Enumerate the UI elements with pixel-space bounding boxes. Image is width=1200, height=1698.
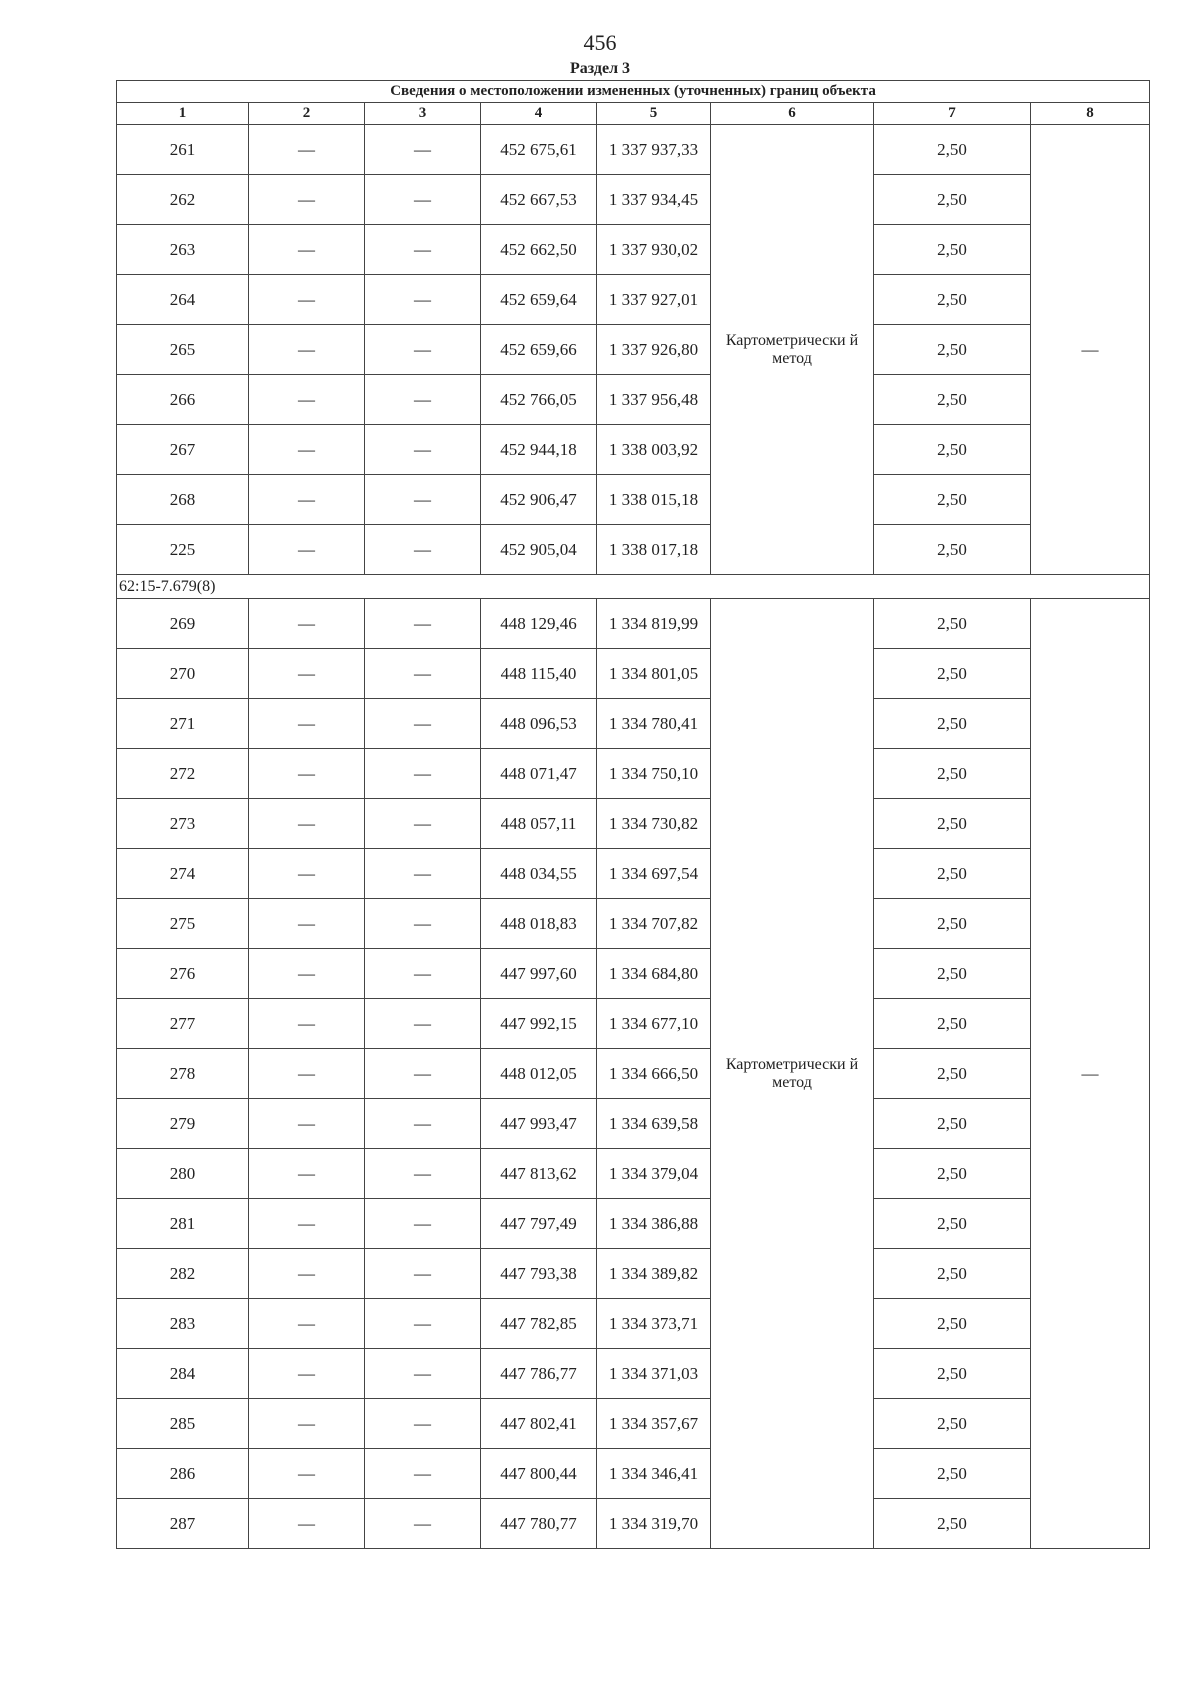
- col-3-value: —: [365, 849, 481, 899]
- point-number: 280: [117, 1149, 249, 1199]
- table-row: [117, 125, 1150, 175]
- col-2-value: —: [249, 999, 365, 1049]
- accuracy-value: 2,50: [874, 425, 1031, 475]
- col-2-value: —: [249, 425, 365, 475]
- accuracy-value: 2,50: [874, 225, 1031, 275]
- coordinate-x: 447 782,85: [481, 1299, 597, 1349]
- accuracy-value: 2,50: [874, 1099, 1031, 1149]
- coordinate-x: 447 793,38: [481, 1249, 597, 1299]
- table-row: [117, 1049, 1150, 1099]
- col-3-value: —: [365, 525, 481, 575]
- col-2-value: —: [249, 125, 365, 175]
- coordinate-y: 1 334 386,88: [597, 1199, 711, 1249]
- accuracy-value: 2,50: [874, 1499, 1031, 1549]
- col-3-value: —: [365, 1049, 481, 1099]
- accuracy-value: 2,50: [874, 125, 1031, 175]
- coordinate-x: 452 667,53: [481, 175, 597, 225]
- table-row: [117, 475, 1150, 525]
- column-number-1: 1: [117, 103, 249, 125]
- table-row: [117, 175, 1150, 225]
- coordinate-y: 1 338 017,18: [597, 525, 711, 575]
- coordinate-y: 1 334 319,70: [597, 1499, 711, 1549]
- col-3-value: —: [365, 375, 481, 425]
- coordinate-y: 1 338 003,92: [597, 425, 711, 475]
- col-3-value: —: [365, 1499, 481, 1549]
- coordinate-x: 452 675,61: [481, 125, 597, 175]
- col-2-value: —: [249, 1499, 365, 1549]
- coordinate-y: 1 334 750,10: [597, 749, 711, 799]
- table-row: [117, 325, 1150, 375]
- point-number: 273: [117, 799, 249, 849]
- col-2-value: —: [249, 749, 365, 799]
- accuracy-value: 2,50: [874, 1449, 1031, 1499]
- coordinate-y: 1 337 934,45: [597, 175, 711, 225]
- col-2-value: —: [249, 1049, 365, 1099]
- col-2-value: —: [249, 1349, 365, 1399]
- table-row: [117, 1149, 1150, 1199]
- point-number: 225: [117, 525, 249, 575]
- col-3-value: —: [365, 1249, 481, 1299]
- point-number: 286: [117, 1449, 249, 1499]
- accuracy-value: 2,50: [874, 749, 1031, 799]
- group-label-row: [117, 575, 1150, 599]
- coordinate-x: 447 992,15: [481, 999, 597, 1049]
- col-2-value: —: [249, 225, 365, 275]
- accuracy-value: 2,50: [874, 899, 1031, 949]
- coordinate-x: 452 659,66: [481, 325, 597, 375]
- col-2-value: —: [249, 1249, 365, 1299]
- coordinate-y: 1 337 926,80: [597, 325, 711, 375]
- accuracy-value: 2,50: [874, 175, 1031, 225]
- accuracy-value: 2,50: [874, 475, 1031, 525]
- coordinate-y: 1 334 379,04: [597, 1149, 711, 1199]
- point-number: 261: [117, 125, 249, 175]
- table-row: [117, 375, 1150, 425]
- accuracy-value: 2,50: [874, 325, 1031, 375]
- col-3-value: —: [365, 699, 481, 749]
- point-number: 262: [117, 175, 249, 225]
- table-row: [117, 275, 1150, 325]
- col-3-value: —: [365, 225, 481, 275]
- accuracy-value: 2,50: [874, 1199, 1031, 1249]
- coordinate-x: 452 766,05: [481, 375, 597, 425]
- accuracy-value: 2,50: [874, 799, 1031, 849]
- accuracy-value: 2,50: [874, 525, 1031, 575]
- method-cell: Картометрически й метод: [711, 599, 874, 1549]
- col-2-value: —: [249, 699, 365, 749]
- col-8-value: —: [1031, 125, 1150, 575]
- point-number: 268: [117, 475, 249, 525]
- col-3-value: —: [365, 1149, 481, 1199]
- col-3-value: —: [365, 899, 481, 949]
- coordinate-x: 447 813,62: [481, 1149, 597, 1199]
- point-number: 269: [117, 599, 249, 649]
- table-row: [117, 749, 1150, 799]
- section-title: Раздел 3: [569, 60, 631, 77]
- point-number: 278: [117, 1049, 249, 1099]
- coordinate-y: 1 334 801,05: [597, 649, 711, 699]
- table-row: [117, 699, 1150, 749]
- point-number: 287: [117, 1499, 249, 1549]
- coordinate-y: 1 334 639,58: [597, 1099, 711, 1149]
- column-number-4: 4: [481, 103, 597, 125]
- column-number-7: 7: [874, 103, 1031, 125]
- coordinate-y: 1 337 927,01: [597, 275, 711, 325]
- col-2-value: —: [249, 1399, 365, 1449]
- coordinate-x: 447 786,77: [481, 1349, 597, 1399]
- col-3-value: —: [365, 325, 481, 375]
- accuracy-value: 2,50: [874, 699, 1031, 749]
- col-3-value: —: [365, 799, 481, 849]
- coordinate-y: 1 337 930,02: [597, 225, 711, 275]
- coordinate-y: 1 334 357,67: [597, 1399, 711, 1449]
- method-cell: Картометрически й метод: [711, 125, 874, 575]
- column-number-8: 8: [1031, 103, 1150, 125]
- column-number-5: 5: [597, 103, 711, 125]
- coordinate-x: 447 797,49: [481, 1199, 597, 1249]
- point-number: 266: [117, 375, 249, 425]
- column-number-6: 6: [711, 103, 874, 125]
- accuracy-value: 2,50: [874, 275, 1031, 325]
- coordinate-y: 1 338 015,18: [597, 475, 711, 525]
- point-number: 276: [117, 949, 249, 999]
- col-2-value: —: [249, 949, 365, 999]
- col-2-value: —: [249, 1449, 365, 1499]
- point-number: 272: [117, 749, 249, 799]
- accuracy-value: 2,50: [874, 1299, 1031, 1349]
- col-2-value: —: [249, 849, 365, 899]
- point-number: 279: [117, 1099, 249, 1149]
- coordinate-x: 448 057,11: [481, 799, 597, 849]
- point-number: 267: [117, 425, 249, 475]
- col-3-value: —: [365, 1299, 481, 1349]
- page-number: 456: [583, 30, 617, 55]
- col-2-value: —: [249, 1099, 365, 1149]
- point-number: 285: [117, 1399, 249, 1449]
- col-2-value: —: [249, 525, 365, 575]
- col-2-value: —: [249, 375, 365, 425]
- table-row: [117, 649, 1150, 699]
- col-2-value: —: [249, 799, 365, 849]
- col-3-value: —: [365, 275, 481, 325]
- table-row: [117, 599, 1150, 649]
- point-number: 283: [117, 1299, 249, 1349]
- col-2-value: —: [249, 1149, 365, 1199]
- coordinate-x: 448 012,05: [481, 1049, 597, 1099]
- coordinate-x: 448 018,83: [481, 899, 597, 949]
- table-row: [117, 225, 1150, 275]
- coordinate-y: 1 334 819,99: [597, 599, 711, 649]
- coordinate-x: 452 905,04: [481, 525, 597, 575]
- coordinate-x: 452 944,18: [481, 425, 597, 475]
- accuracy-value: 2,50: [874, 999, 1031, 1049]
- col-3-value: —: [365, 475, 481, 525]
- table-row: [117, 1299, 1150, 1349]
- col-2-value: —: [249, 175, 365, 225]
- col-2-value: —: [249, 649, 365, 699]
- coordinate-x: 447 997,60: [481, 949, 597, 999]
- table-row: [117, 1349, 1150, 1399]
- table-row: [117, 1249, 1150, 1299]
- table-row: [117, 799, 1150, 849]
- coordinates-table: [116, 80, 1150, 1549]
- coordinate-y: 1 334 346,41: [597, 1449, 711, 1499]
- table-row: [117, 949, 1150, 999]
- col-2-value: —: [249, 899, 365, 949]
- coordinate-x: 452 659,64: [481, 275, 597, 325]
- col-3-value: —: [365, 1449, 481, 1499]
- column-number-2: 2: [249, 103, 365, 125]
- col-3-value: —: [365, 949, 481, 999]
- table-row: [117, 899, 1150, 949]
- coordinate-y: 1 337 937,33: [597, 125, 711, 175]
- coordinate-x: 448 096,53: [481, 699, 597, 749]
- coordinate-y: 1 334 707,82: [597, 899, 711, 949]
- table-row: [117, 1199, 1150, 1249]
- col-3-value: —: [365, 425, 481, 475]
- coordinate-x: 452 906,47: [481, 475, 597, 525]
- point-number: 275: [117, 899, 249, 949]
- col-2-value: —: [249, 275, 365, 325]
- coordinate-x: 447 993,47: [481, 1099, 597, 1149]
- accuracy-value: 2,50: [874, 1149, 1031, 1199]
- coordinate-y: 1 334 373,71: [597, 1299, 711, 1349]
- accuracy-value: 2,50: [874, 1349, 1031, 1399]
- coordinate-x: 452 662,50: [481, 225, 597, 275]
- col-3-value: —: [365, 1099, 481, 1149]
- accuracy-value: 2,50: [874, 1399, 1031, 1449]
- accuracy-value: 2,50: [874, 1249, 1031, 1299]
- point-number: 265: [117, 325, 249, 375]
- col-3-value: —: [365, 599, 481, 649]
- coordinate-y: 1 334 684,80: [597, 949, 711, 999]
- coordinate-y: 1 334 730,82: [597, 799, 711, 849]
- point-number: 281: [117, 1199, 249, 1249]
- point-number: 274: [117, 849, 249, 899]
- accuracy-value: 2,50: [874, 599, 1031, 649]
- point-number: 277: [117, 999, 249, 1049]
- accuracy-value: 2,50: [874, 649, 1031, 699]
- coordinate-y: 1 334 780,41: [597, 699, 711, 749]
- table-row: [117, 1099, 1150, 1149]
- accuracy-value: 2,50: [874, 849, 1031, 899]
- table-title: Сведения о местоположении измененных (уточненных) границ объекта: [117, 81, 1150, 103]
- col-3-value: —: [365, 1199, 481, 1249]
- table-row: [117, 1399, 1150, 1449]
- accuracy-value: 2,50: [874, 1049, 1031, 1099]
- col-8-value: —: [1031, 599, 1150, 1549]
- coordinate-x: 448 071,47: [481, 749, 597, 799]
- col-2-value: —: [249, 1199, 365, 1249]
- coordinate-y: 1 334 666,50: [597, 1049, 711, 1099]
- coordinate-y: 1 334 371,03: [597, 1349, 711, 1399]
- col-2-value: —: [249, 475, 365, 525]
- coordinate-y: 1 337 956,48: [597, 375, 711, 425]
- col-2-value: —: [249, 1299, 365, 1349]
- coordinate-x: 447 802,41: [481, 1399, 597, 1449]
- col-3-value: —: [365, 749, 481, 799]
- coordinate-x: 448 034,55: [481, 849, 597, 899]
- table-row: [117, 1449, 1150, 1499]
- coordinate-y: 1 334 389,82: [597, 1249, 711, 1299]
- col-3-value: —: [365, 649, 481, 699]
- accuracy-value: 2,50: [874, 375, 1031, 425]
- col-2-value: —: [249, 325, 365, 375]
- point-number: 264: [117, 275, 249, 325]
- col-3-value: —: [365, 175, 481, 225]
- col-3-value: —: [365, 1349, 481, 1399]
- col-3-value: —: [365, 125, 481, 175]
- coordinate-y: 1 334 697,54: [597, 849, 711, 899]
- accuracy-value: 2,50: [874, 949, 1031, 999]
- col-3-value: —: [365, 1399, 481, 1449]
- table-row: [117, 849, 1150, 899]
- point-number: 284: [117, 1349, 249, 1399]
- coordinate-x: 448 129,46: [481, 599, 597, 649]
- point-number: 263: [117, 225, 249, 275]
- point-number: 282: [117, 1249, 249, 1299]
- column-number-3: 3: [365, 103, 481, 125]
- point-number: 271: [117, 699, 249, 749]
- col-2-value: —: [249, 599, 365, 649]
- coordinate-x: 447 800,44: [481, 1449, 597, 1499]
- point-number: 270: [117, 649, 249, 699]
- table-row: [117, 999, 1150, 1049]
- col-3-value: —: [365, 999, 481, 1049]
- coordinate-x: 448 115,40: [481, 649, 597, 699]
- column-number-row: [117, 103, 1150, 125]
- table-row: [117, 525, 1150, 575]
- coordinate-y: 1 334 677,10: [597, 999, 711, 1049]
- coordinate-x: 447 780,77: [481, 1499, 597, 1549]
- table-row: [117, 425, 1150, 475]
- group-label: 62:15-7.679(8): [117, 575, 1150, 599]
- table-row: [117, 1499, 1150, 1549]
